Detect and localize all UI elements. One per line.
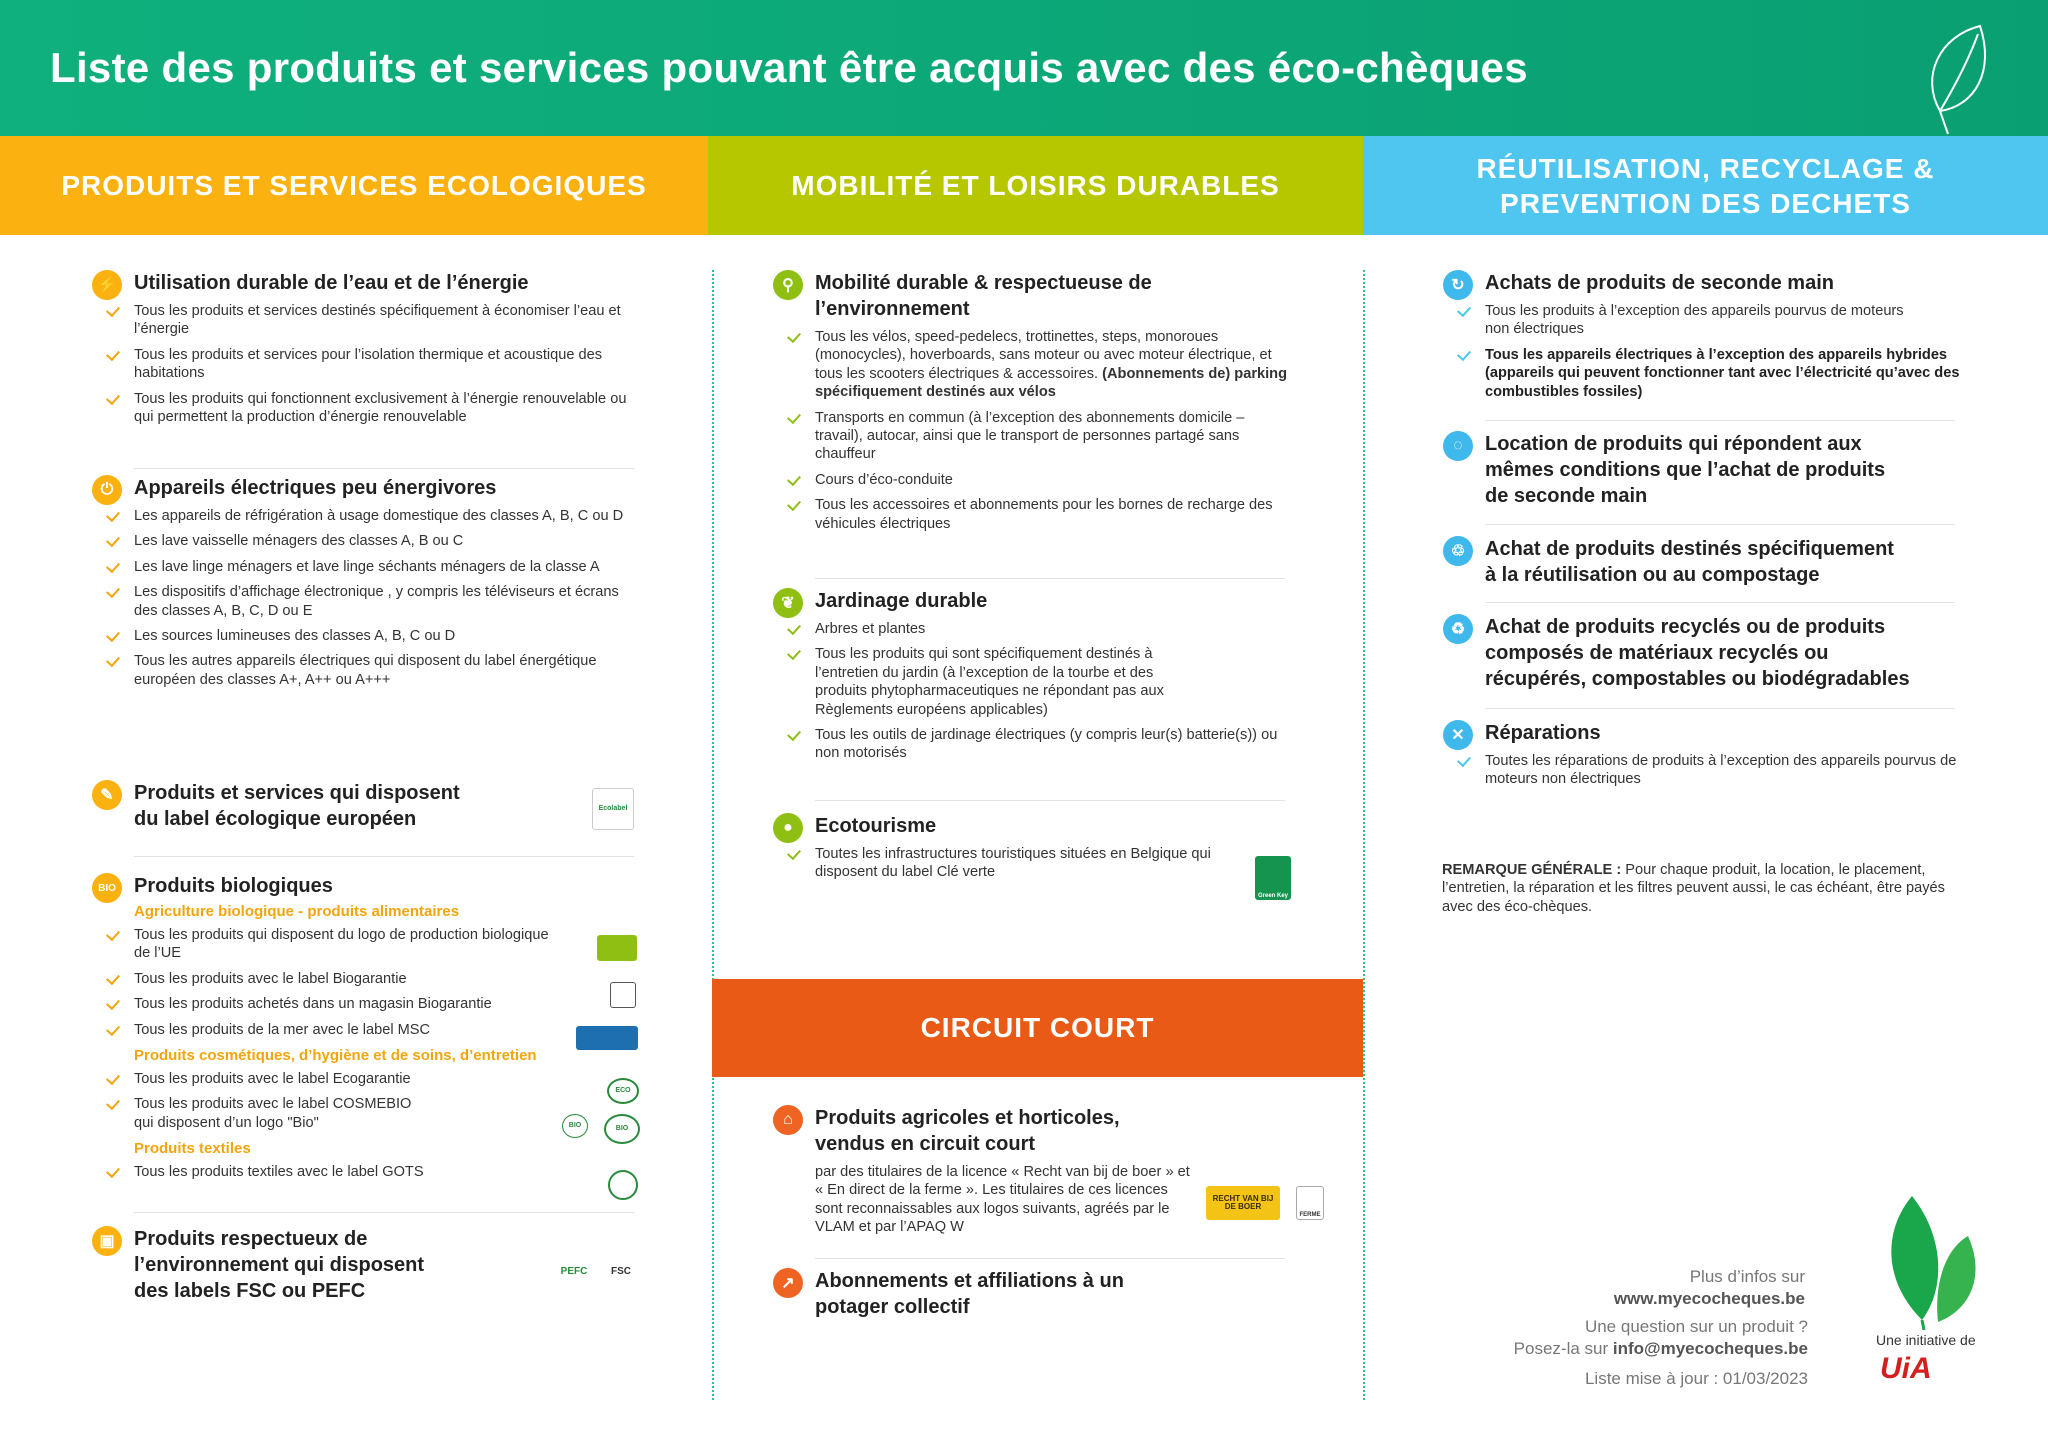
info-text: Plus d’infos sur	[1689, 1267, 1805, 1286]
section-bio	[92, 873, 637, 1189]
section-title: vendus en circuit court	[815, 1133, 1036, 1155]
house-icon: ⌂	[773, 1105, 803, 1135]
section-location	[1443, 431, 1963, 509]
band-produits-ecologiques	[0, 136, 708, 235]
band-label: PRODUITS ET SERVICES ECOLOGIQUES	[61, 170, 647, 201]
list-item: Tous les produits qui fonctionnent exclusivement à l’énergie renouvelable ou qui permettent la production d’énergie renouvelable	[134, 390, 637, 427]
info-text: Posez-la sur	[1513, 1339, 1613, 1358]
page-header	[0, 0, 2048, 136]
list-item: Tous les produits qui disposent du logo de production biologique de l’UE	[134, 926, 554, 963]
band-label: MOBILITÉ ET LOISIRS DURABLES	[791, 170, 1280, 201]
website-link[interactable]: www.myecocheques.be	[1613, 1289, 1805, 1308]
section-title: à la réutilisation ou au compostage	[1485, 564, 1820, 586]
section-title: Achat de produits recyclés ou de produits	[1485, 616, 1886, 638]
wrench-icon: ✕	[1443, 720, 1473, 750]
pefc-logo: PEFC	[560, 1266, 588, 1277]
list-item: Tous les produits avec le label COSMEBIO qui disposent d’un logo "Bio"	[134, 1095, 434, 1132]
recht-van-bij-de-boer-logo: RECHT VAN BIJ DE BOER	[1206, 1186, 1280, 1220]
tag-icon: ✎	[92, 780, 122, 810]
section-title: Produits et services qui disposent	[134, 782, 460, 804]
leaf-icon: ❦	[773, 588, 803, 618]
section-ecolabel	[92, 780, 637, 832]
divider	[815, 800, 1285, 801]
uia-logo: UiA	[1880, 1352, 1932, 1385]
ecolabel-logo: Ecolabel	[592, 788, 634, 830]
section-title: Mobilité durable & respectueuse de	[815, 272, 1152, 294]
list-item: Tous les produits avec le label Ecogarantie	[134, 1070, 637, 1088]
list-item: Tous les produits achetés dans un magasin Biogarantie	[134, 995, 637, 1013]
subsection-title: Produits textiles	[134, 1140, 251, 1158]
cosmebio-logo: BIO	[604, 1114, 640, 1144]
section-title: Achats de produits de seconde main	[1485, 272, 1834, 294]
recycle-icon: ♲	[1443, 536, 1473, 566]
ecogarantie-logo: ECO	[607, 1078, 639, 1104]
section-eau-energie	[92, 270, 637, 433]
eu-bio-logo	[597, 935, 637, 961]
list-item: Tous les vélos, speed-pedelecs, trottinettes, steps, monoroues (monocycles), hoverboards, sans moteur ou avec moteur électrique, et tous les scooters électriques & accessoires. (Abonnements de) parking spécifiquement destinés aux vélos	[815, 328, 1293, 402]
divider	[1485, 708, 1955, 709]
section-title: l’environnement	[815, 298, 970, 320]
leaf-icon	[1900, 16, 2020, 136]
box-icon: ▣	[92, 1226, 122, 1256]
section-title: des labels FSC ou PEFC	[134, 1280, 366, 1302]
band-mobilite	[708, 136, 1363, 235]
section-title: Jardinage durable	[815, 590, 988, 612]
body-text: par des titulaires de la licence « Recht van bij de boer » et « En direct de la ferme ». Les titulaires de ces licences sont reconnaissables aux logos suivants, agréés par le VLAM et par l’APAQ W	[815, 1164, 1190, 1236]
divider	[134, 468, 634, 469]
general-remark	[1442, 861, 1962, 916]
list-item: Tous les accessoires et abonnements pour les bornes de recharge des véhicules électriques	[815, 496, 1293, 533]
section-title: Achat de produits destinés spécifiquement	[1485, 538, 1894, 560]
list-item: Les appareils de réfrigération à usage domestique des classes A, B, C ou D	[134, 507, 637, 525]
band-label: CIRCUIT COURT	[920, 1012, 1155, 1043]
section-title: Location de produits qui répondent aux	[1485, 433, 1862, 455]
section-reutilisation	[1443, 536, 1963, 588]
section-title: mêmes conditions que l’achat de produits	[1485, 459, 1886, 481]
ferme-logo: FERME	[1296, 1186, 1324, 1220]
section-title: de seconde main	[1485, 485, 1648, 507]
divider	[134, 1212, 634, 1213]
section-appareils	[92, 475, 637, 696]
cosmebio-logo: BIO	[562, 1114, 588, 1138]
bicycle-icon: ⚲	[773, 270, 803, 300]
plug-icon: ⏻	[92, 475, 122, 505]
list-item: Tous les autres appareils électriques qui disposent du label énergétique européen des classes A+, A++ ou A+++	[134, 652, 637, 689]
refresh-icon: ↻	[1443, 270, 1473, 300]
fsc-logo: FSC	[611, 1266, 631, 1277]
column-divider	[1363, 270, 1365, 1400]
section-title: du label écologique européen	[134, 808, 417, 830]
band-label: RÉUTILISATION, RECYCLAGE &	[1476, 152, 1935, 184]
info-text: Liste mise à jour : 01/03/2023	[1584, 1369, 1808, 1388]
section-title: récupérés, compostables ou biodégradables	[1485, 668, 1910, 690]
list-item: Cours d’éco-conduite	[815, 471, 1293, 489]
list-item: Les dispositifs d’affichage électronique , y compris les téléviseurs et écrans des classes A, B, C, D ou E	[134, 583, 637, 620]
msc-logo	[576, 1026, 638, 1050]
list-item: Les sources lumineuses des classes A, B, C ou D	[134, 627, 637, 645]
map-pin-icon: ●	[773, 813, 803, 843]
shovel-icon: ↗	[773, 1268, 803, 1298]
section-title: Produits biologiques	[134, 875, 333, 897]
section-title: potager collectif	[815, 1296, 970, 1318]
section-seconde-main	[1443, 270, 1963, 408]
section-title: Ecotourisme	[815, 815, 937, 837]
page-title: Liste des produits et services pouvant être acquis avec des éco-chèques	[50, 44, 1528, 91]
list-item: Tous les produits qui sont spécifiquement destinés à l’entretien du jardin (à l’exception de la tourbe et des produits phytopharmaceutiques ne répondant pas aux Règlements européens applicables)	[815, 645, 1195, 719]
divider	[134, 856, 634, 857]
initiative-label: Une initiative de	[1876, 1332, 1976, 1348]
plug-icon: ⚡	[92, 270, 122, 300]
list-item: Tous les produits à l’exception des appareils pourvus de moteurs non électriques	[1485, 303, 1904, 338]
list-item: Les lave vaisselle ménagers des classes A, B ou C	[134, 532, 637, 550]
info-text: Une question sur un produit ?	[1584, 1317, 1808, 1336]
recycle-icon: ♻	[1443, 614, 1473, 644]
divider	[1485, 420, 1955, 421]
band-reutilisation	[1363, 136, 2048, 235]
list-item: Tous les outils de jardinage électriques (y compris leur(s) batterie(s)) ou non motorisés	[815, 726, 1293, 763]
list-item: Arbres et plantes	[815, 620, 1293, 638]
remark-text: Pour chaque produit, la location, le placement, l’entretien, la réparation et les filtres peuvent aussi, le cas échéant, être payés avec des éco-chèques.	[1442, 862, 1945, 915]
section-title: Réparations	[1485, 722, 1601, 744]
list-item: Tous les produits textiles avec le label GOTS	[134, 1163, 637, 1181]
section-potager	[773, 1268, 1293, 1320]
list-item: Tous les produits avec le label Biogarantie	[134, 970, 637, 988]
column-divider	[712, 270, 714, 1400]
list-item: Tous les produits de la mer avec le label MSC	[134, 1021, 637, 1039]
remark-label: REMARQUE GÉNÉRALE :	[1442, 862, 1622, 878]
list-item: Toutes les infrastructures touristiques situées en Belgique qui disposent du label Clé verte	[815, 845, 1235, 882]
band-label: PREVENTION DES DECHETS	[1500, 187, 1911, 219]
divider	[815, 578, 1285, 579]
section-title: Abonnements et affiliations à un	[815, 1270, 1124, 1292]
section-mobilite	[773, 270, 1293, 540]
list-item: Tous les appareils électriques à l’exception des appareils hybrides (appareils qui peuvent fonctionner tant avec l’électricité qu’avec des combustibles fossiles)	[1485, 346, 1963, 401]
green-key-logo: Green Key	[1255, 856, 1291, 900]
divider	[815, 1258, 1285, 1259]
section-recycles	[1443, 614, 1963, 692]
subsection-title: Agriculture biologique - produits alimentaires	[134, 903, 460, 920]
section-jardinage	[773, 588, 1293, 770]
cycle-icon: ◌	[1443, 431, 1473, 461]
section-title: Utilisation durable de l’eau et de l’énergie	[134, 272, 529, 294]
section-title: composés de matériaux recyclés ou	[1485, 642, 1829, 664]
section-reparations	[1443, 720, 1963, 796]
subsection-title: Produits cosmétiques, d’hygiène et de soins, d’entretien	[134, 1047, 537, 1065]
list-item: Toutes les réparations de produits à l’exception des appareils pourvus de moteurs non électriques	[1485, 752, 1963, 789]
list-item: Transports en commun (à l’exception des abonnements domicile – travail), autocar, ainsi que le transport de personnes partagé sans chauffeur	[815, 409, 1293, 464]
gots-logo	[608, 1170, 638, 1200]
section-title: Appareils électriques peu énergivores	[134, 477, 497, 499]
logo-leaves-icon	[1872, 1192, 1990, 1330]
update-date	[1420, 1368, 1808, 1390]
list-item: Les lave linge ménagers et lave linge séchants ménagers de la classe A	[134, 558, 637, 576]
divider	[1485, 524, 1955, 525]
info-plus	[1420, 1266, 1805, 1310]
section-title: Produits respectueux de	[134, 1228, 368, 1250]
section-title: Produits agricoles et horticoles,	[815, 1107, 1120, 1129]
email-link[interactable]: info@myecocheques.be	[1612, 1339, 1808, 1358]
band-circuit-court	[712, 979, 1363, 1077]
section-ecotourisme	[773, 813, 1293, 889]
bio-icon: BIO	[92, 873, 122, 903]
divider	[1485, 602, 1955, 603]
info-question	[1420, 1316, 1808, 1360]
biogarantie-logo	[610, 982, 636, 1008]
section-title: l’environnement qui disposent	[134, 1254, 425, 1276]
list-item: Tous les produits et services destinés spécifiquement à économiser l’eau et l’énergie	[134, 302, 637, 339]
list-item: Tous les produits et services pour l’isolation thermique et acoustique des habitations	[134, 346, 637, 383]
